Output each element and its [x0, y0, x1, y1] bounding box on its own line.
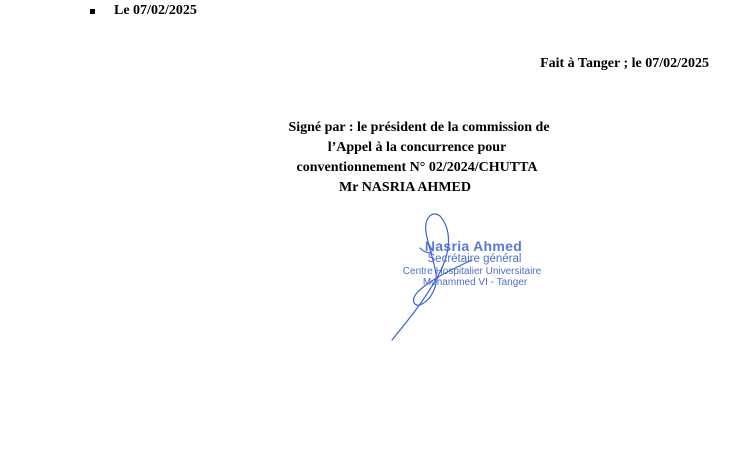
signatory-line-2: l’Appel à la concurrence pour — [327, 140, 507, 155]
stamp-organization: Centre Hospitalier Universitaire — [402, 266, 542, 277]
signatory-line-3: conventionnement N° 02/2024/CHUTTA — [296, 160, 538, 175]
date-bullet-text: Le 07/02/2025 — [114, 3, 197, 18]
stamp-role: Secrétaire général — [427, 253, 522, 265]
signatory-line-1: Signé par : le président de la commission de — [288, 120, 550, 135]
signatory-name: Mr NASRIA AHMED — [339, 180, 471, 195]
square-bullet-icon — [90, 9, 95, 14]
date-bullet-item — [90, 3, 197, 19]
signatory-block — [260, 118, 570, 198]
handwritten-signature-icon — [380, 208, 500, 348]
stamp-city: Mohammed VI - Tanger — [422, 277, 528, 288]
place-and-date: Fait à Tanger ; le 07/02/2025 — [540, 56, 709, 71]
stamp-name: Nasria Ahmed — [424, 238, 523, 254]
